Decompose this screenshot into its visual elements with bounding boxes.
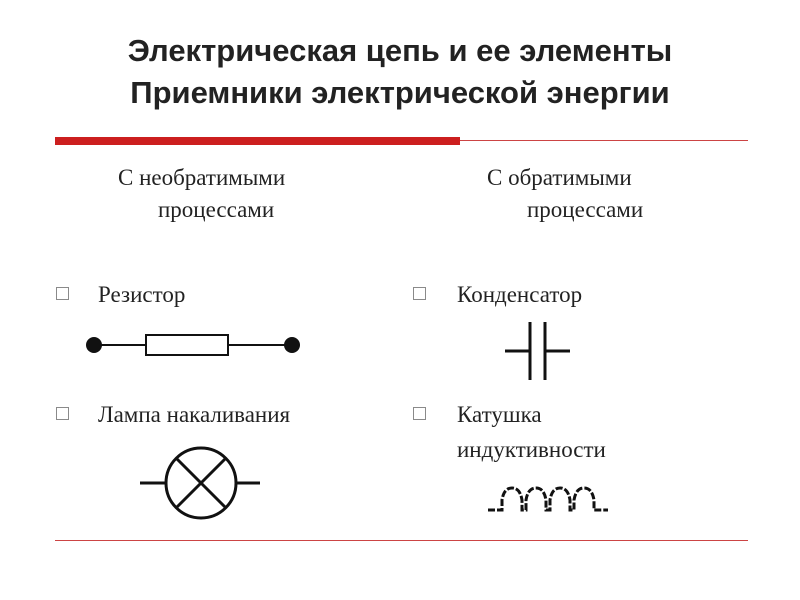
bullet-square-icon <box>56 287 69 300</box>
title-line-1: Электрическая цепь и ее элементы <box>127 33 673 68</box>
resistor-symbol-icon <box>80 330 310 360</box>
inductor-symbol-icon <box>488 480 608 516</box>
bottom-divider <box>55 540 748 541</box>
list-item-lamp-label: Лампа накаливания <box>98 402 291 427</box>
title-line-2: Приемники электрической энергии <box>130 75 670 110</box>
right-column-heading <box>487 162 643 226</box>
list-item-inductor-label <box>457 397 606 467</box>
left-heading-line-1: С необратимыми <box>118 165 286 190</box>
bullet-square-icon <box>56 407 69 420</box>
inductor-label-line-2: индуктивности <box>457 437 606 462</box>
slide-title <box>0 30 800 114</box>
inductor-label-line-1: Катушка <box>457 402 542 427</box>
right-heading-line-2: процессами <box>527 197 644 222</box>
list-item-resistor-label: Резистор <box>98 282 186 307</box>
left-heading-line-2: процессами <box>158 197 275 222</box>
capacitor-symbol-icon <box>505 320 570 382</box>
list-item-capacitor-label: Конденсатор <box>457 282 583 307</box>
left-column-heading <box>118 162 285 226</box>
right-heading-line-1: С обратимыми <box>487 165 632 190</box>
lamp-symbol-icon <box>140 445 260 525</box>
bullet-square-icon <box>413 407 426 420</box>
title-divider-accent <box>55 137 460 145</box>
bullet-square-icon <box>413 287 426 300</box>
